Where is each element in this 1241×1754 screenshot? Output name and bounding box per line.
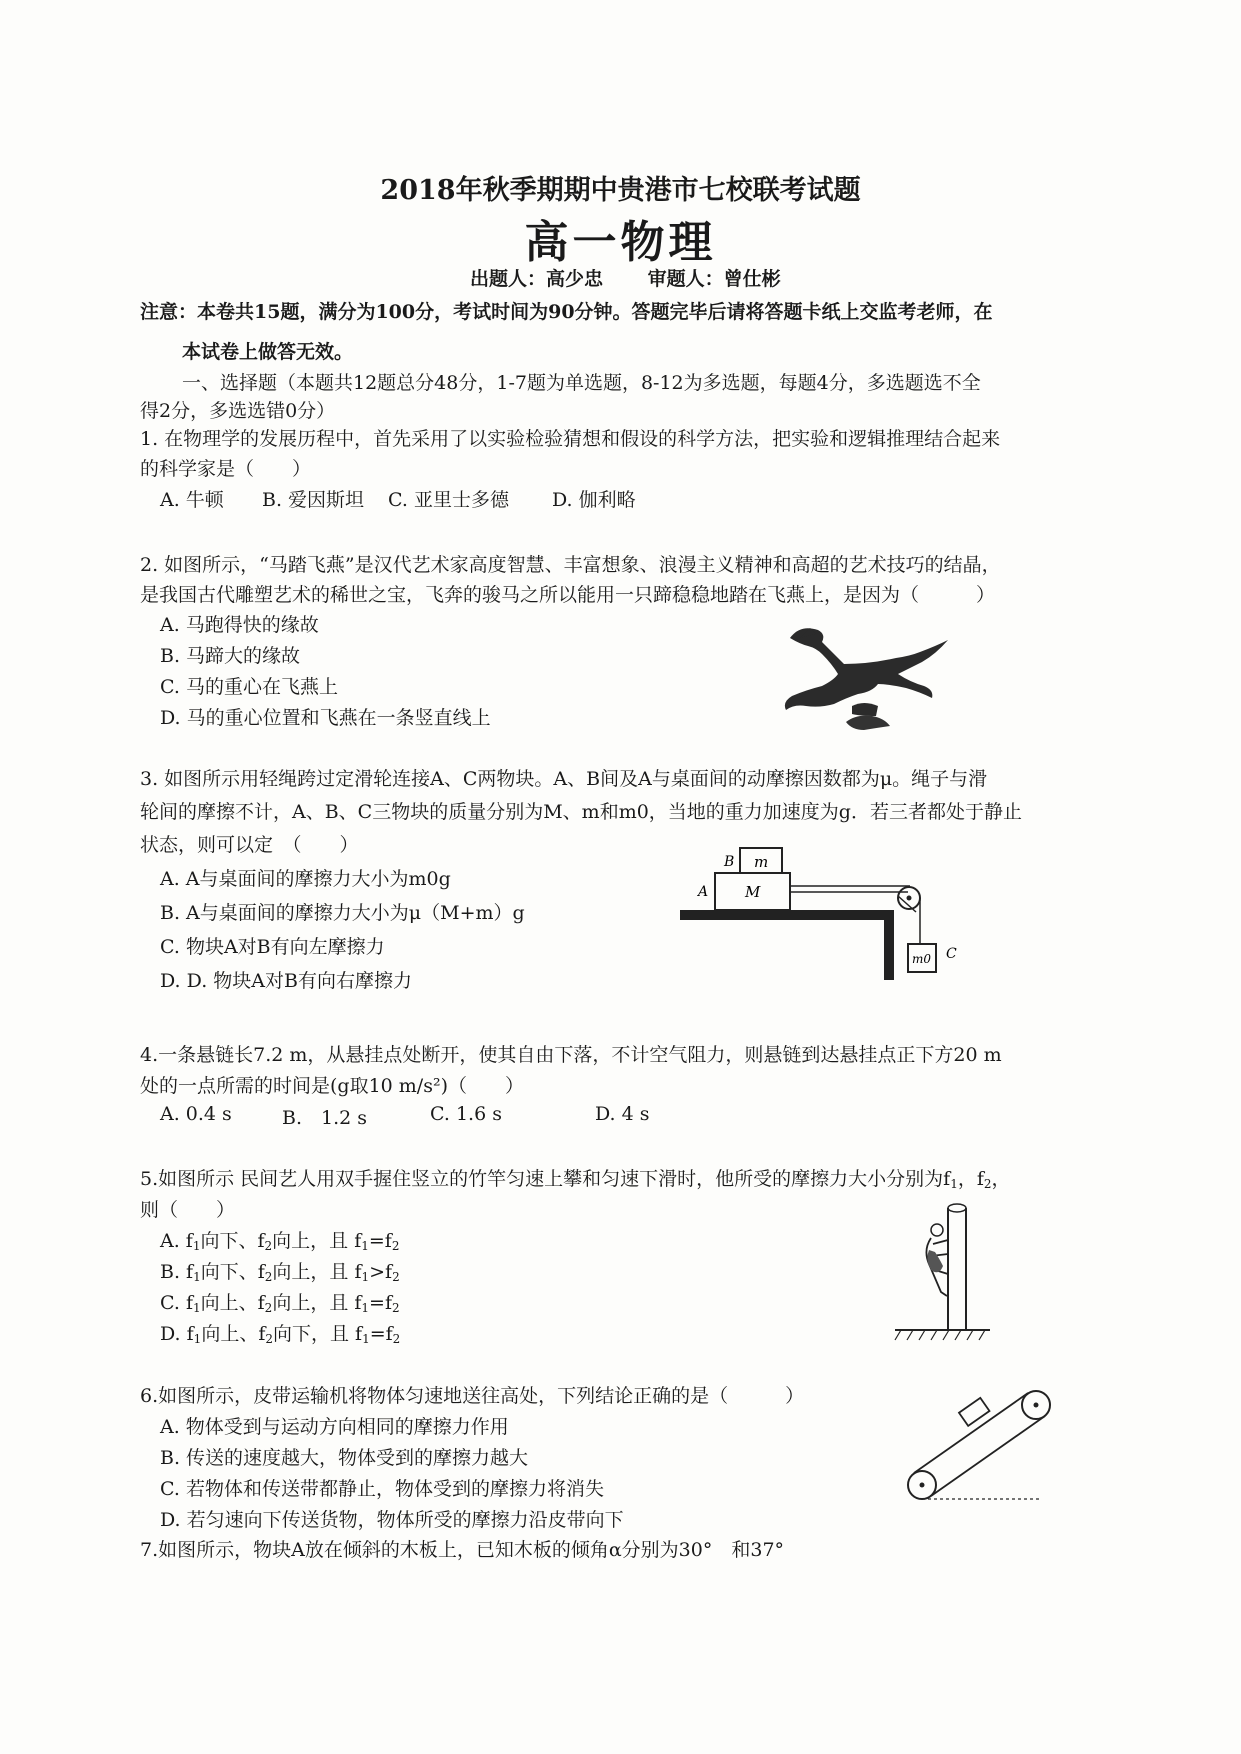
q6-option-a: A. 物体受到与运动方向相同的摩擦力作用 (160, 1416, 509, 1438)
q1-option-c: C. 亚里士多德 (388, 489, 509, 511)
q5-sub1: 1 (950, 1177, 958, 1191)
q3-line1: 3. 如图所示用轻绳跨过定滑轮连接A、C两物块。A、B间及A与桌面间的动摩擦因数都为μ。绳子与滑 (140, 768, 988, 790)
setter: 出题人：高少忠 (470, 268, 604, 290)
q3-option-d: D. D. 物块A对B有向右摩擦力 (160, 970, 412, 992)
q4-option-d: D. 4 s (595, 1103, 650, 1125)
q5-line2: 则（ ） (140, 1199, 236, 1221)
q1-line2: 的科学家是（ ） (140, 458, 312, 480)
q4-line2: 处的一点所需的时间是(g取10 m/s²)（ ） (140, 1075, 524, 1097)
conveyor-belt-figure (900, 1385, 1060, 1505)
q2-option-b: B. 马蹄大的缘故 (160, 645, 301, 667)
q1-line1: 1. 在物理学的发展历程中，首先采用了以实验检验猜想和假设的科学方法，把实验和逻辑推理结合起来 (140, 428, 1001, 450)
q2-line1: 2. 如图所示，“马踏飞燕”是汉代艺术家高度智慧、丰富想象、浪漫主义精神和高超的艺术技巧的结晶， (140, 554, 1001, 576)
horse-figure (760, 620, 950, 740)
label-B: B (724, 854, 735, 870)
q6-option-b: B. 传送的速度越大，物体受到的摩擦力越大 (160, 1447, 529, 1469)
section1-line2: 得2分，多选选错0分） (140, 400, 336, 422)
label-m0: m0 (912, 952, 932, 966)
q5-option-b: B. $f_1$向下、$f_2$向上，且 $f_1>f_2$ (160, 1261, 400, 1284)
q4-option-a: A. 0.4 s (160, 1103, 232, 1125)
section1-line1: 一、选择题（本题共12题总分48分，1-7题为单选题，8-12为多选题，每题4分，多选题选不全 (182, 372, 981, 394)
subject-title: 高一物理 (524, 217, 717, 268)
q5-option-c: C. $f_1$向上、$f_2$向上，且 $f_1=f_2$ (160, 1292, 400, 1315)
q3-line2: 轮间的摩擦不计，A、B、C三物块的质量分别为M、m和m0，当地的重力加速度为g．若三者都处于静止 (140, 801, 1022, 823)
q4-line1: 4.一条悬链长7.2 m，从悬挂点处断开，使其自由下落，不计空气阻力，则悬链到达悬挂点正下方20 m (140, 1044, 1002, 1066)
label-m: m (754, 853, 769, 871)
q3-option-b: B. A与桌面间的摩擦力大小为μ（M+m）g (160, 902, 525, 924)
label-A: A (698, 884, 709, 900)
label-M: M (745, 883, 761, 901)
q2-option-c: C. 马的重心在飞燕上 (160, 676, 338, 698)
q5-text-a: 5.如图所示 民间艺人用双手握住竖立的竹竿匀速上攀和匀速下滑时，他所受的摩擦力大小分别为f (140, 1168, 951, 1190)
q6-option-d: D. 若匀速向下传送货物，物体所受的摩擦力沿皮带向下 (160, 1509, 624, 1531)
q1-option-d: D. 伽利略 (552, 489, 636, 511)
authors-line (470, 264, 819, 291)
q5-text-c: ， (991, 1168, 1011, 1190)
q5-text-b: ，f (957, 1168, 984, 1190)
q5-sub2: 2 (983, 1177, 992, 1191)
reviewer: 审题人：曾仕彬 (647, 268, 781, 290)
q2-option-a: A. 马跑得快的缘故 (160, 614, 319, 636)
label-C: C (946, 946, 957, 962)
notice-line2: 本试卷上做答无效。 (182, 341, 354, 363)
q6-line1: 6.如图所示，皮带运输机将物体匀速地送往高处，下列结论正确的是（ ） (140, 1385, 805, 1407)
q2-option-d: D. 马的重心位置和飞燕在一条竖直线上 (160, 707, 491, 729)
exam-title: 2018年秋季期期中贵港市七校联考试题 (380, 175, 861, 206)
q4-option-c: C. 1.6 s (430, 1103, 502, 1125)
q5-option-a: A. $f_1$向下、$f_2$向上，且 $f_1=f_2$ (160, 1230, 400, 1253)
q7-line1: 7.如图所示，物块A放在倾斜的木板上，已知木板的倾角α分别为30° 和37° (140, 1539, 785, 1561)
q2-line2: 是我国古代雕塑艺术的稀世之宝，飞奔的骏马之所以能用一只蹄稳稳地踏在飞燕上，是因为（ ） (140, 584, 996, 606)
q1-option-b: B. 爱因斯坦 (262, 489, 365, 511)
pulley-figure (680, 840, 970, 980)
q4-option-b: B. 1.2 s (282, 1107, 368, 1129)
q1-option-a: A. 牛顿 (160, 489, 224, 511)
q3-line3: 状态，则可以定 （ ） (140, 834, 359, 856)
q5-option-d: D. $f_1$向上、$f_2$向下，且 $f_1=f_2$ (160, 1323, 401, 1346)
notice-line1: 注意：本卷共15题，满分为100分，考试时间为90分钟。答题完毕后请将答题卡纸上交监考老师，在 (140, 301, 993, 323)
q6-option-c: C. 若物体和传送带都静止，物体受到的摩擦力将消失 (160, 1478, 604, 1500)
q3-option-a: A. A与桌面间的摩擦力大小为m0g (160, 868, 451, 890)
q5-line1 (140, 1164, 1011, 1191)
pole-climber-figure (895, 1200, 995, 1350)
q3-option-c: C. 物块A对B有向左摩擦力 (160, 936, 385, 958)
